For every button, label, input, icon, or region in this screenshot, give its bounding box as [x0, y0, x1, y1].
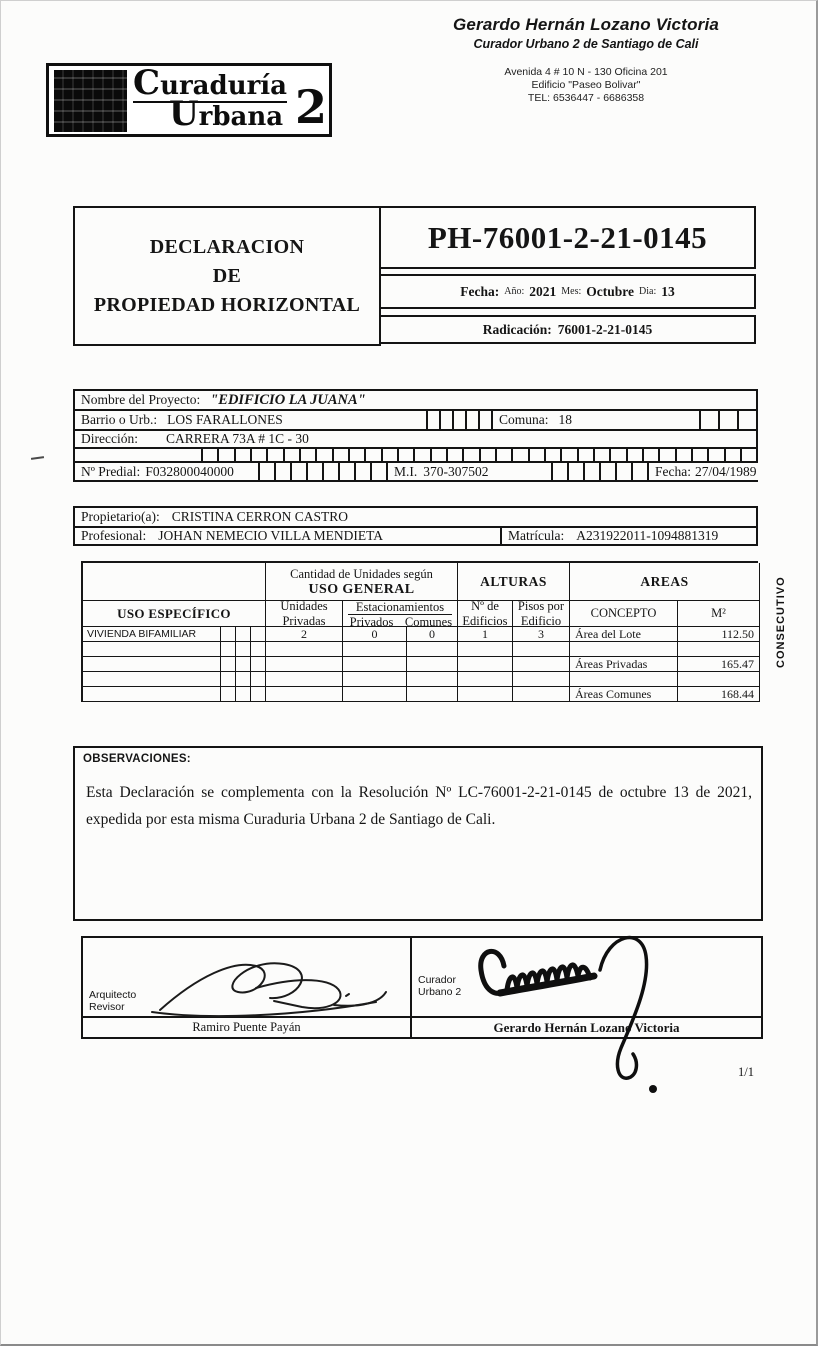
check-box — [221, 642, 236, 657]
mes-value: Octubre — [586, 283, 634, 299]
empty-cell — [407, 642, 458, 657]
phone-line: TEL: 6536447 - 6686358 — [527, 92, 645, 104]
check-box — [221, 687, 236, 702]
project-info-table — [73, 389, 758, 482]
project-name-label: Nombre del Proyecto: — [81, 392, 201, 407]
check-box — [251, 642, 266, 657]
empty-form-box — [742, 449, 758, 461]
check-box — [236, 687, 251, 702]
check-box — [236, 642, 251, 657]
empty-form-box — [399, 449, 415, 461]
logo-photo-icon — [54, 70, 127, 132]
empty-form-box — [432, 449, 448, 461]
empty-form-box — [611, 449, 627, 461]
profesional-value: JOHAN NEMECIO VILLA MENDIETA — [158, 528, 384, 543]
fecha-predial-value: 27/04/1989 — [695, 463, 757, 479]
empty-form-box — [579, 449, 595, 461]
matricula-cell — [500, 528, 756, 544]
comunes-label: Comunes — [404, 614, 453, 627]
title-right-column — [381, 206, 756, 346]
empty-cell — [513, 687, 570, 702]
empty-form-box — [480, 411, 493, 429]
check-box — [236, 672, 251, 687]
project-name-cell — [75, 391, 758, 409]
empty-form-box — [441, 411, 454, 429]
cantidad-line1: Cantidad de Unidades según — [290, 566, 433, 581]
page-number: 1/1 — [738, 1065, 754, 1079]
empty-cell — [407, 657, 458, 672]
empty-form-box — [467, 411, 480, 429]
curaduria-logo — [46, 63, 332, 137]
empty-form-box — [530, 449, 546, 461]
fecha-row — [381, 274, 756, 309]
pisos-header: Pisos por Edificio — [513, 601, 570, 627]
mes-label: Mes: — [561, 286, 582, 297]
uso-general-header — [266, 563, 458, 601]
edificios-value: 1 — [458, 627, 513, 642]
architect-role-label: Arquitecto Revisor — [89, 989, 137, 1013]
areas-privadas-label: Áreas Privadas — [570, 657, 678, 672]
empty-cell — [266, 672, 343, 687]
empty-form-box — [350, 449, 366, 461]
mi-cell — [388, 463, 553, 480]
m2-header: M² — [678, 601, 760, 627]
check-box — [236, 627, 251, 642]
empty-form-box — [308, 463, 324, 480]
empty-form-box — [677, 449, 693, 461]
empty-form-box — [553, 463, 569, 480]
empty-form-box — [236, 449, 252, 461]
check-box — [251, 627, 266, 642]
empty-form-box — [203, 449, 219, 461]
dia-value: 13 — [661, 283, 675, 299]
empty-form-box — [720, 411, 739, 429]
empty-cell — [458, 657, 513, 672]
areas-header: AREAS — [570, 563, 760, 601]
predial-label: Nº Predial: — [81, 463, 141, 479]
empty-cell — [407, 672, 458, 687]
letterhead — [411, 15, 761, 105]
empty-cell — [343, 642, 407, 657]
empty-form-box — [324, 463, 340, 480]
empty-form-box — [292, 463, 308, 480]
curator-name: Gerardo Hernán Lozano Victoria — [452, 15, 720, 34]
propietario-cell — [75, 508, 756, 526]
empty-form-box — [628, 449, 644, 461]
empty-cell — [343, 657, 407, 672]
empty-form-box — [601, 463, 617, 480]
empty-cell — [266, 642, 343, 657]
empty-form-box — [481, 449, 497, 461]
observaciones-box — [73, 746, 763, 921]
empty-form-box — [464, 449, 480, 461]
empty-form-box — [340, 463, 356, 480]
empty-form-box — [219, 449, 235, 461]
empty-form-box — [617, 463, 633, 480]
address-line2: Edificio "Paseo Bolivar" — [531, 79, 641, 91]
direccion-cell — [75, 431, 758, 447]
empty-cell — [83, 687, 221, 702]
area-lote-value: 112.50 — [678, 627, 760, 642]
empty-left-cell — [75, 449, 203, 461]
logo-number-2: 2 — [294, 80, 327, 134]
matricula-value: A231922011-1094881319 — [576, 528, 719, 543]
empty-form-box — [428, 411, 441, 429]
check-box — [251, 687, 266, 702]
direccion-row — [75, 431, 758, 449]
empty-form-box — [644, 449, 660, 461]
architect-signature-cell — [83, 938, 412, 1037]
architect-signature-icon — [138, 948, 398, 1023]
office-address — [411, 66, 761, 105]
empty-cell — [570, 642, 678, 657]
profesional-row — [75, 526, 756, 544]
empty-form-box — [569, 463, 585, 480]
unidades-value: 2 — [266, 627, 343, 642]
empty-form-box — [693, 449, 709, 461]
empty-form-box — [709, 449, 725, 461]
direccion-value: CARRERA 73A # 1C - 30 — [165, 431, 309, 446]
uso-especifico-header: USO ESPECÍFICO — [83, 601, 266, 627]
title-line3: PROPIEDAD HORIZONTAL — [93, 293, 361, 316]
empty-form-box — [660, 449, 676, 461]
empty-grid-row — [75, 449, 758, 463]
concepto-header: CONCEPTO — [570, 601, 678, 627]
empty-form-box — [726, 449, 742, 461]
fecha-label: Fecha: — [460, 283, 500, 299]
empty-cell — [678, 672, 760, 687]
empty-form-box — [366, 449, 382, 461]
predial-cell — [75, 463, 260, 480]
logo-word-urbana: Urbana — [169, 94, 284, 134]
empty-cell — [513, 672, 570, 687]
empty-grid-boxes — [203, 449, 758, 461]
comuna-cell — [493, 411, 701, 429]
signature-block — [81, 936, 763, 1039]
empty-cell — [83, 657, 221, 672]
barrio-empty-boxes — [428, 411, 493, 429]
units-table — [81, 561, 758, 702]
comuna-value: 18 — [558, 412, 572, 427]
unidades-privadas-header: Unidades Privadas — [266, 601, 343, 627]
parties-table — [73, 506, 758, 546]
empty-form-box — [383, 449, 399, 461]
areas-comunes-value: 168.44 — [678, 687, 760, 702]
empty-form-box — [497, 449, 513, 461]
empty-form-box — [268, 449, 284, 461]
empty-form-box — [334, 449, 350, 461]
header-blank-cell — [83, 563, 266, 601]
empty-cell — [407, 687, 458, 702]
observaciones-text: Esta Declaración se complementa con la Resolución Nº LC-76001-2-21-0145 de octubre 13 de 2021, expedida por esta misma Curaduria Urbana 2 de Santiago de Cali. — [86, 784, 752, 828]
address-line1: Avenida 4 # 10 N - 130 Oficina 201 — [504, 66, 668, 78]
alturas-header: ALTURAS — [458, 563, 570, 601]
curator-role-label: Curador Urbano 2 — [418, 974, 462, 998]
empty-form-box — [562, 449, 578, 461]
empty-cell — [458, 642, 513, 657]
privados-label: Privados — [349, 614, 394, 627]
comuna-label: Comuna: — [499, 412, 549, 427]
empty-form-box — [739, 411, 758, 429]
empty-cell — [513, 657, 570, 672]
empty-form-box — [317, 449, 333, 461]
pisos-value: 3 — [513, 627, 570, 642]
document-title — [73, 206, 381, 346]
mi-value: 370-307502 — [423, 463, 489, 479]
empty-cell — [266, 687, 343, 702]
areas-privadas-value: 165.47 — [678, 657, 760, 672]
check-box — [221, 657, 236, 672]
empty-form-box — [372, 463, 388, 480]
profesional-cell — [75, 528, 500, 544]
cantidad-line2: USO GENERAL — [308, 581, 415, 597]
fecha-predial-cell — [649, 463, 758, 480]
predial-row — [75, 463, 758, 482]
empty-cell — [570, 672, 678, 687]
estacionamientos-header — [343, 601, 458, 627]
check-box — [236, 657, 251, 672]
areas-comunes-label: Áreas Comunes — [570, 687, 678, 702]
curator-signature-area — [412, 938, 761, 1016]
consecutivo-vertical-label: CONSECUTIVO — [775, 576, 787, 668]
estacionamientos-label: Estacionamientos — [348, 601, 453, 615]
dia-label: Dia: — [639, 286, 657, 297]
empty-cell — [83, 672, 221, 687]
scan-margin-mark — [31, 456, 44, 460]
empty-form-box — [546, 449, 562, 461]
curator-role: Curador Urbano 2 de Santiago de Cali — [473, 37, 699, 51]
architect-signature-area — [83, 938, 410, 1016]
empty-form-box — [595, 449, 611, 461]
barrio-label: Barrio o Urb.: — [81, 412, 158, 427]
direccion-label: Dirección: — [81, 431, 138, 446]
predial-empty-boxes — [260, 463, 388, 480]
est-comunes-value: 0 — [407, 627, 458, 642]
empty-form-box — [252, 449, 268, 461]
comuna-empty-boxes — [701, 411, 758, 429]
empty-cell — [513, 642, 570, 657]
empty-cell — [458, 687, 513, 702]
fecha-predial-label: Fecha: — [655, 463, 691, 479]
project-name-row — [75, 391, 758, 411]
check-box — [251, 672, 266, 687]
title-line1: DECLARACION — [149, 235, 305, 258]
check-box — [221, 672, 236, 687]
empty-cell — [678, 642, 760, 657]
area-lote-label: Área del Lote — [570, 627, 678, 642]
empty-form-box — [633, 463, 649, 480]
estacionamientos-sublabels — [343, 615, 457, 628]
check-box — [221, 627, 236, 642]
empty-form-box — [301, 449, 317, 461]
radicacion-label: Radicación: — [482, 321, 552, 337]
radicacion-row — [381, 315, 756, 344]
title-block — [73, 206, 756, 346]
barrio-cell — [75, 411, 428, 429]
n-edificios-header: Nº de Edificios — [458, 601, 513, 627]
logo-text — [133, 63, 329, 136]
empty-cell — [343, 672, 407, 687]
logo-word-curaduria: Curaduría — [133, 63, 288, 103]
curator-signature-name: Gerardo Hernán Lozano Victoria — [412, 1016, 761, 1037]
empty-form-box — [701, 411, 720, 429]
profesional-label: Profesional: — [81, 528, 147, 543]
observaciones-label: OBSERVACIONES: — [83, 753, 191, 765]
ano-label: Año: — [504, 286, 525, 297]
empty-form-box — [260, 463, 276, 480]
empty-form-box — [454, 411, 467, 429]
empty-form-box — [448, 449, 464, 461]
project-name-value: "EDIFICIO LA JUANA" — [210, 391, 366, 408]
propietario-label: Propietario(a): — [81, 509, 160, 524]
empty-cell — [458, 672, 513, 687]
uso-row-value: VIVIENDA BIFAMILIAR — [83, 627, 221, 642]
propietario-row — [75, 508, 756, 526]
matricula-label: Matrícula: — [508, 528, 565, 543]
empty-form-box — [276, 463, 292, 480]
ano-value: 2021 — [529, 283, 557, 299]
mi-label: M.I. — [394, 463, 418, 479]
curator-signature-cell — [412, 938, 761, 1037]
empty-form-box — [285, 449, 301, 461]
curator-signature-icon — [470, 926, 770, 1101]
ph-number: PH-76001-2-21-0145 — [381, 206, 756, 269]
barrio-value: LOS FARALLONES — [167, 412, 283, 427]
empty-form-box — [356, 463, 372, 480]
architect-name: Ramiro Puente Payán — [83, 1016, 410, 1037]
propietario-value: CRISTINA CERRON CASTRO — [171, 509, 349, 524]
empty-form-box — [513, 449, 529, 461]
barrio-row — [75, 411, 758, 431]
check-box — [251, 657, 266, 672]
empty-cell — [83, 642, 221, 657]
empty-form-box — [415, 449, 431, 461]
title-line2: DE — [212, 264, 242, 287]
mi-empty-boxes — [553, 463, 649, 480]
est-privados-value: 0 — [343, 627, 407, 642]
empty-cell — [343, 687, 407, 702]
empty-form-box — [585, 463, 601, 480]
empty-cell — [266, 657, 343, 672]
predial-value: F032800040000 — [145, 463, 234, 479]
radicacion-value: 76001-2-21-0145 — [557, 321, 653, 337]
